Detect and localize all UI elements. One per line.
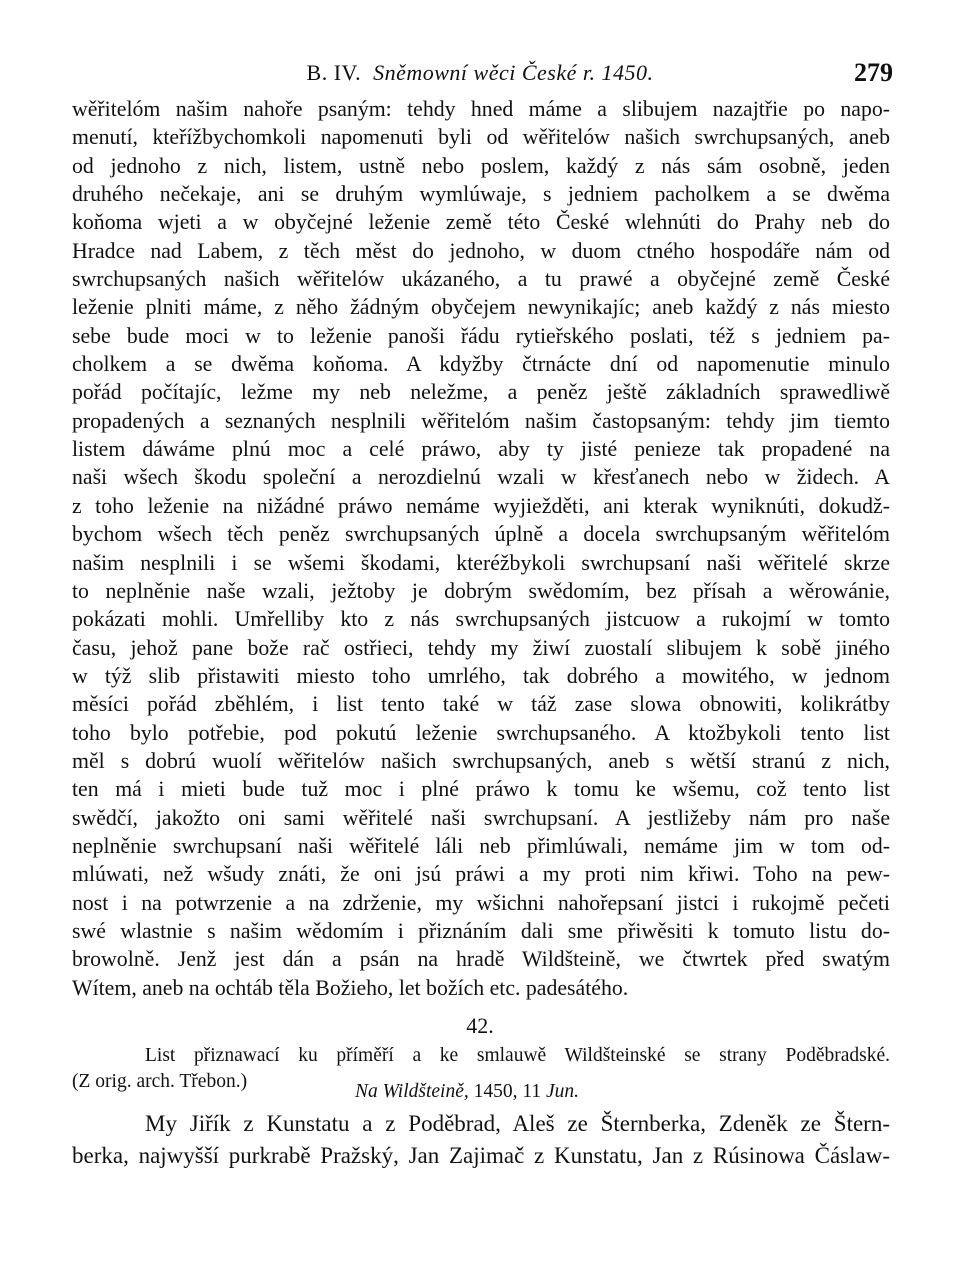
- text-line: swrchupsaných našich wěřitelów ukázaného, a tu prawé a obyčejné země České: [72, 267, 890, 292]
- text-line: času, jehož pane bože rač ostřieci, tehdy my žiwí zuostalí slibujem k sobě jiného: [72, 635, 890, 660]
- running-title: [0, 58, 960, 88]
- text-line: menutí, kteřížbychomkoli napomenuti byli od wěřitelów našich swrchupsaných, aneb: [72, 125, 890, 150]
- text-line: bychom wšech těch peněz swrchupsaných úplně a docela swrchupsaným wěřitelóm: [72, 522, 890, 547]
- book-section: B. IV.: [306, 60, 362, 85]
- text-line: propadených a seznaných nesplnili wěřitelóm našim častopsaným: tehdy jim tiemto: [72, 408, 890, 433]
- text-line: to neplněnie naše wzali, ježtoby je dobrým swědomím, bez přísah a wěrowánie,: [72, 578, 890, 603]
- text-line: neplněnie swrchupsaní naši wěřitelé láli neb přimlúwali, nemáme jim w tom od-: [72, 833, 890, 858]
- text-line: sebe bude moci w to leženie panoši řádu rytieřského poslati, též s jedniem pa-: [72, 323, 890, 348]
- document-title: List přiznawací ku příměří a ke smlauwě Wildšteinské se strany Poděbradské.: [145, 1045, 890, 1066]
- text-line: koňoma wjeti a w obyčejné leženie země této České wlehnúti do Prahy neb do: [72, 210, 890, 235]
- text-line: z toho leženie na nižádné práwo nemáme wyjiežděti, ani kterak wyniknúti, dokudž-: [72, 493, 890, 518]
- text-line: našim nesplnili i se wšemi škodami, kteréžbykoli swrchupsaní naši wěřitelé skrze: [72, 550, 890, 575]
- page-number: 279: [854, 58, 893, 87]
- text-line: Hradce nad Labem, z těch měst do jednoho, w duom ctného hospodáře nám od: [72, 238, 890, 263]
- text-line: cholkem a se dwěma koňoma. A kdyžby čtrnácte dní od napomenutie minulo: [72, 352, 890, 377]
- document-text: [72, 1108, 890, 1172]
- text-line: nost i na potwrzenie a na zdrženie, my wšichni nahořepsaní jistci i rukojmě pečeti: [72, 890, 890, 915]
- text-line: w týž slib přistawiti miesto toho umrlého, tak dobrého a mowitého, w jednom: [72, 663, 890, 688]
- document-number: 42.: [466, 1013, 494, 1038]
- text-line: listem dáwáme plnú moc a celé práwo, aby ty jisté penieze tak propadené na: [72, 437, 890, 462]
- text-line: mlúwati, než wšudy znáti, že oni jsú práwi a my proti nim křiwi. Toho na pew-: [72, 862, 890, 887]
- document-dateline: [355, 1079, 579, 1105]
- main-text: [72, 95, 890, 1002]
- text-line: od jednoho z nich, listem, ustně nebo poslem, každý z nás sám osobně, jeden: [72, 153, 890, 178]
- running-header: [0, 58, 960, 88]
- document-month: Jun.: [546, 1081, 580, 1102]
- text-line: naši wšech škodu společní a nerozdielnú wzali w křesťanech nebo w židech. A: [72, 465, 890, 490]
- text-line: My Jiřík z Kunstatu a z Poděbrad, Aleš ze Šternberka, Zdeněk ze Štern-: [145, 1111, 890, 1136]
- document-source: (Z orig. arch. Třebon.): [72, 1071, 248, 1092]
- document-date: 1450, 11: [473, 1081, 542, 1102]
- text-line: druhého nečekaje, ani se druhým wymlúwaje, s jedniem pacholkem a se dwěma: [72, 182, 890, 207]
- text-line: toho bylo potřebie, pod pokutú leženie swrchupsaného. A ktožbykoli tento list: [72, 720, 890, 745]
- text-line: berka, najwyšší purkrabě Pražský, Jan Zajimač z Kunstatu, Jan z Rúsinowa Čáslaw-: [72, 1143, 890, 1168]
- document-place: Na Wildšteině,: [355, 1081, 469, 1102]
- text-line: leženie plniti máme, z něho žádným obyčejem newynikajíc; aneb každý z nás miesto: [72, 295, 890, 320]
- text-line: měsíci pořád zběhlém, i list tento také w táž zase slowa obnowiti, kolikrátby: [72, 692, 890, 717]
- text-line: ten má i mieti bude tuž moc i plné práwo k tomu ke wšemu, což tento list: [72, 777, 890, 802]
- text-line: pořád počítajíc, ležme my neb neležme, a peněz ještě základních sprawedliwě: [72, 380, 890, 405]
- text-line: měl s dobrú wuolí wěřitelów našich swrchupsaných, aneb s wětší stranú z nich,: [72, 748, 890, 773]
- text-line: wěřitelóm našim nahoře psaným: tehdy hned máme a slibujem nazajtřie po napo-: [72, 97, 890, 121]
- text-line: browolně. Jenž jest dán a psán na hradě Wildšteině, we čtwrtek před swatým: [72, 947, 890, 972]
- text-line: pokázati mohli. Umřelliby kto z nás swrchupsaných jistcuow a rukojmí w tomto: [72, 607, 890, 632]
- text-line: swědčí, jakožto oni sami wěřitelé naši swrchupsaní. A jestližeby nám pro naše: [72, 805, 890, 830]
- text-line: Wítem, aneb na ochtáb těla Božieho, let božích etc. padesátého.: [72, 975, 629, 1000]
- chapter-title: Sněmowní wěci České r. 1450.: [373, 60, 654, 85]
- text-line: swé wlastnie s našim wědomím i přiznáním dali sme přiwěsiti k tomuto listu do-: [72, 918, 890, 943]
